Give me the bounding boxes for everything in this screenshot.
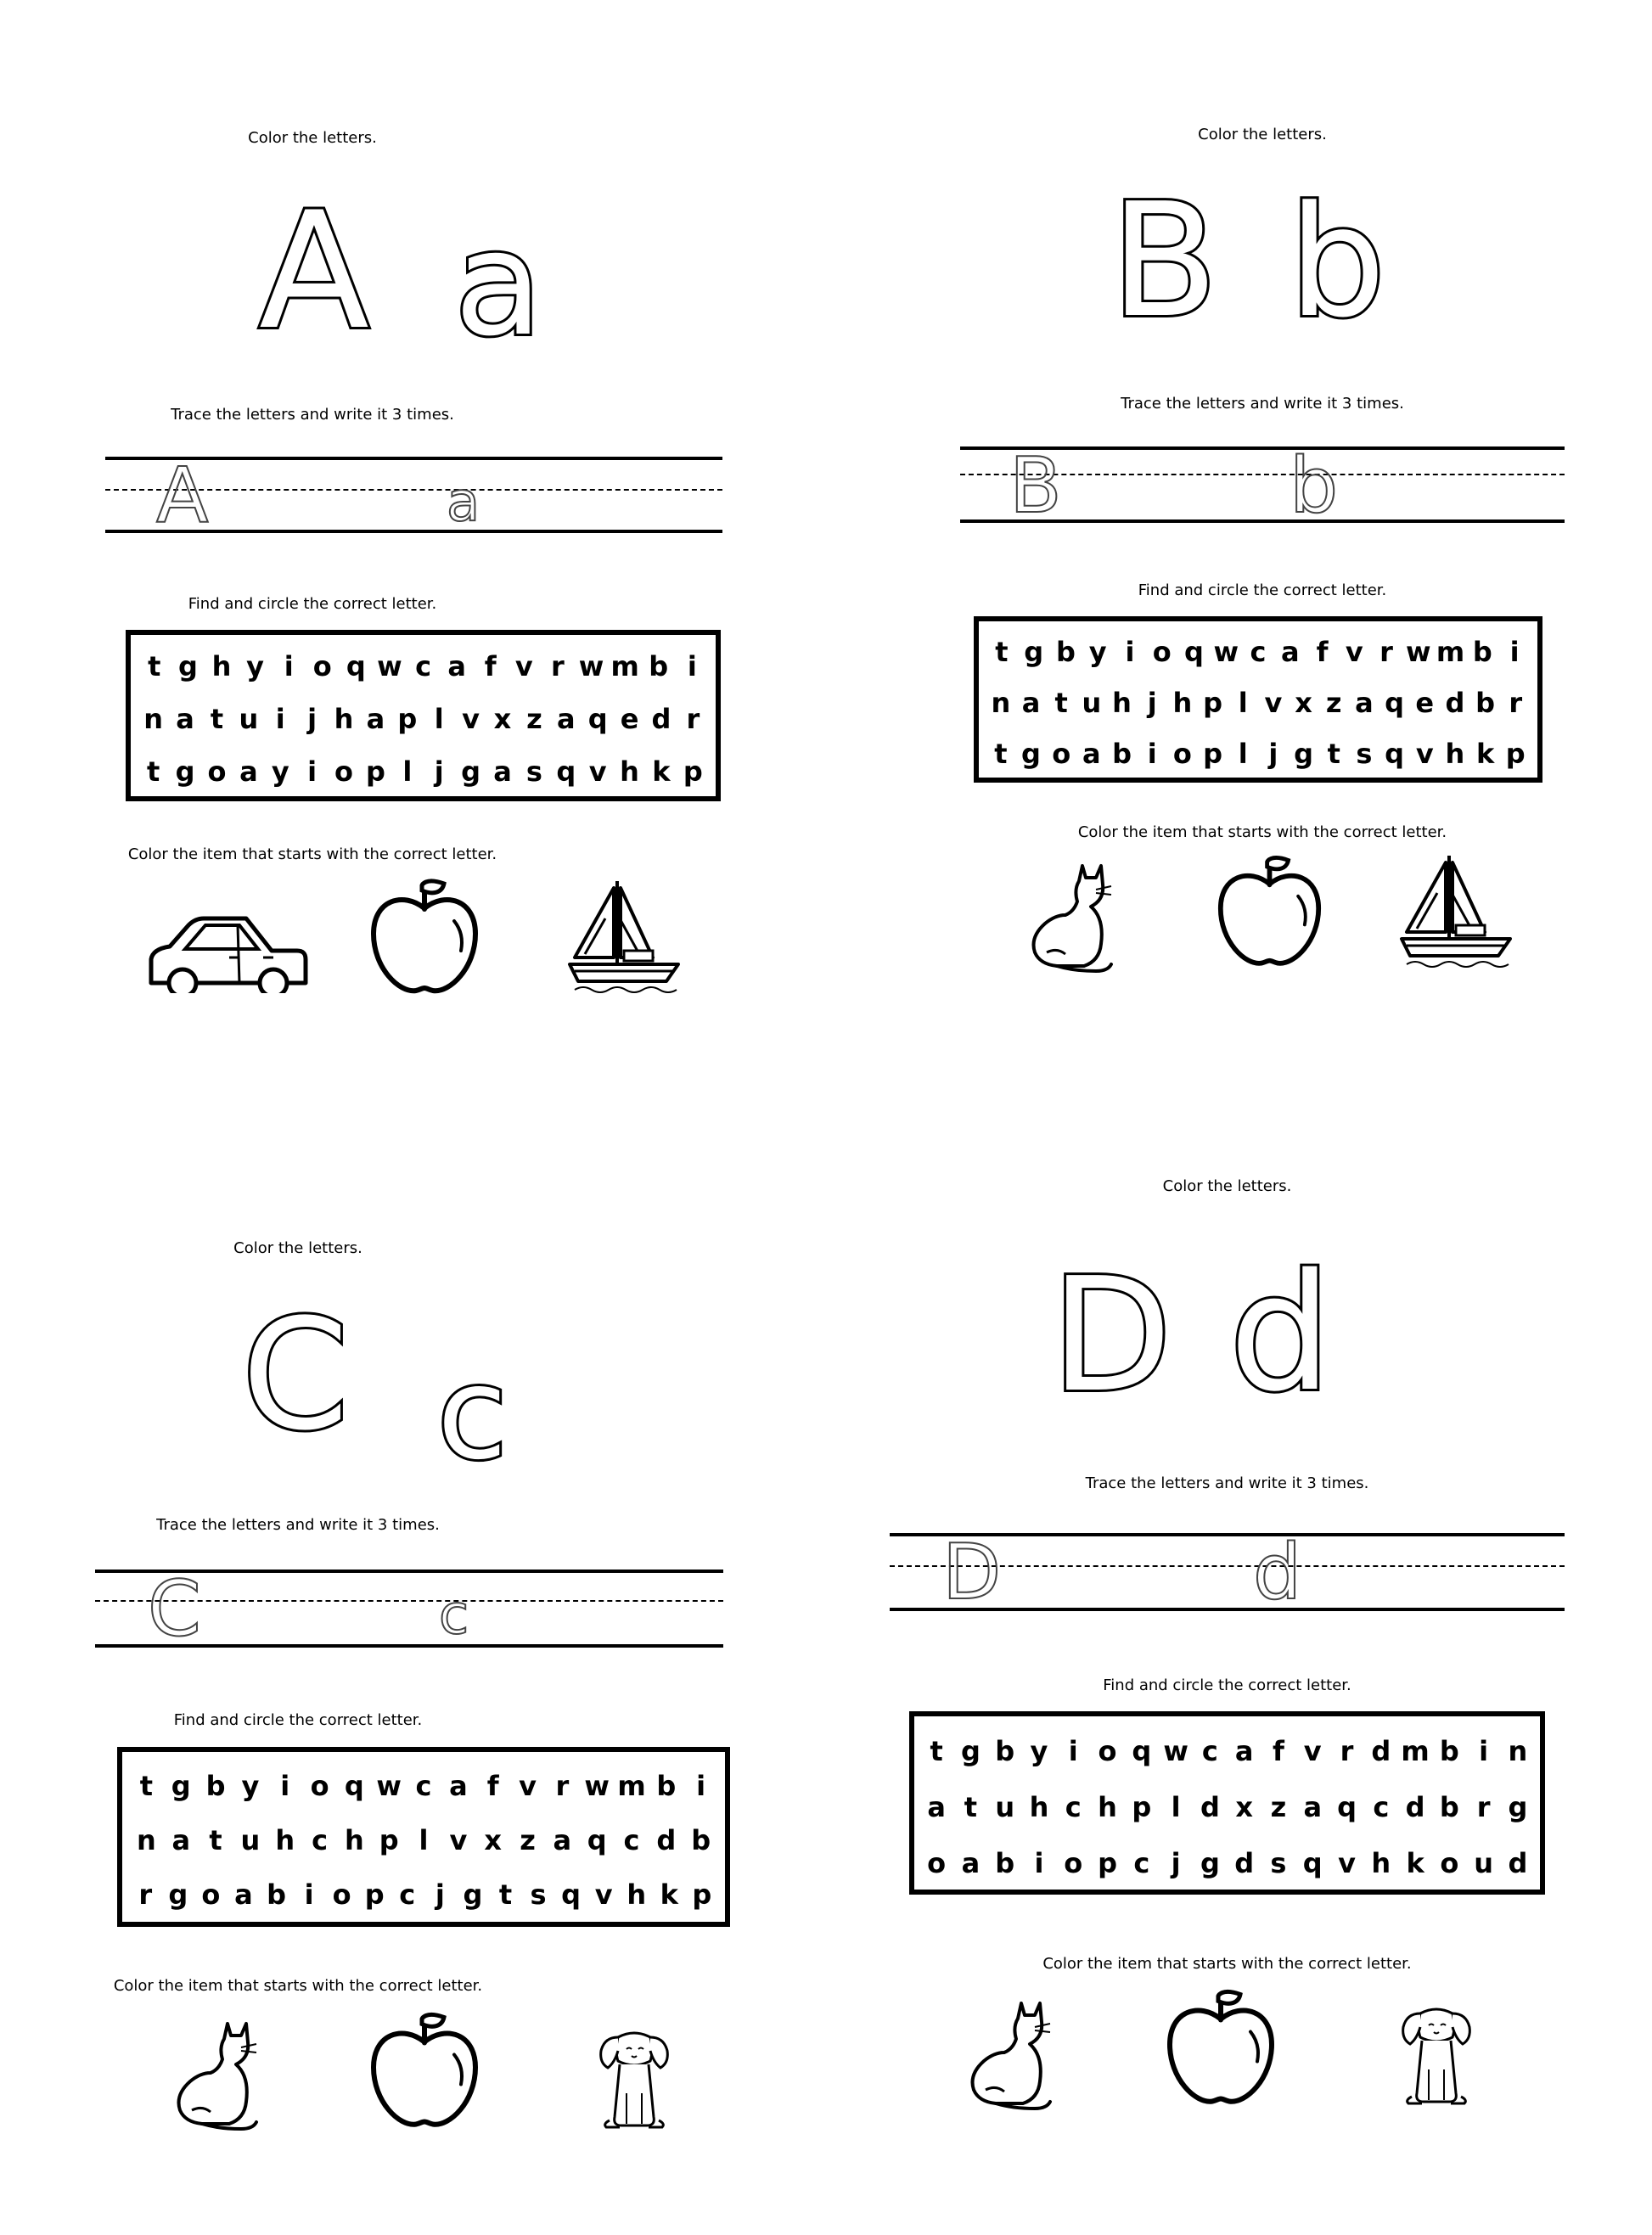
grid-letter[interactable]: i <box>1068 1735 1078 1767</box>
apple-icon[interactable] <box>369 2010 480 2133</box>
grid-letter[interactable]: z <box>1270 1791 1287 1823</box>
handwriting-lines[interactable] <box>105 452 722 541</box>
grid-letter[interactable]: p <box>683 755 703 788</box>
grid-letter[interactable]: h <box>620 755 639 788</box>
grid-letter[interactable]: c <box>1201 1735 1218 1767</box>
cat-icon[interactable] <box>962 1996 1055 2115</box>
grid-letter[interactable]: k <box>1475 738 1495 770</box>
grid-letter[interactable]: y <box>246 650 264 682</box>
grid-letter[interactable]: d <box>1405 1791 1425 1823</box>
grid-letter[interactable]: a <box>171 1824 191 1856</box>
grid-letter[interactable]: g <box>960 1735 981 1767</box>
grid-letter[interactable]: v <box>519 1770 537 1802</box>
grid-letter[interactable]: p <box>365 755 385 788</box>
grid-letter[interactable]: l <box>402 755 413 788</box>
grid-letter[interactable]: h <box>1172 687 1193 719</box>
handwriting-lines[interactable] <box>960 441 1565 531</box>
outline-uppercase-letter[interactable]: C <box>242 1287 349 1464</box>
grid-letter[interactable]: s <box>1356 738 1373 770</box>
grid-letter[interactable]: p <box>1132 1791 1152 1823</box>
grid-letter[interactable]: q <box>346 650 366 682</box>
grid-letter[interactable]: a <box>1021 687 1041 719</box>
instruction-item: Color the item that starts with the correct letter. <box>1077 823 1447 841</box>
trace-uppercase-letter[interactable]: A <box>156 452 209 541</box>
dog-icon[interactable] <box>1396 2002 1477 2108</box>
instruction-trace: Trace the letters and write it 3 times. <box>1121 395 1404 413</box>
grid-letter[interactable]: n <box>143 703 164 735</box>
grid-letter[interactable]: c <box>1133 1847 1150 1879</box>
grid-letter[interactable]: n <box>991 687 1011 719</box>
grid-letter[interactable]: k <box>652 755 671 788</box>
grid-letter[interactable]: r <box>1340 1735 1354 1767</box>
grid-letter[interactable]: l <box>434 703 444 735</box>
grid-letter[interactable]: a <box>449 1770 468 1802</box>
grid-row <box>919 1728 1535 1774</box>
grid-letter[interactable]: h <box>627 1878 647 1911</box>
grid-letter[interactable]: i <box>1147 738 1157 770</box>
worksheet-b <box>826 0 1652 1117</box>
grid-letter[interactable]: b <box>995 1735 1015 1767</box>
grid-letter[interactable]: c <box>1065 1791 1082 1823</box>
grid-letter[interactable]: v <box>514 650 533 682</box>
grid-letter[interactable]: y <box>1030 1735 1048 1767</box>
grid-letter[interactable]: q <box>587 703 608 735</box>
instruction-item: Color the item that starts with the correct letter. <box>127 845 497 863</box>
trace-uppercase-letter[interactable]: B <box>1009 441 1062 531</box>
grid-letter[interactable]: z <box>1325 687 1342 719</box>
grid-letter[interactable]: t <box>1327 738 1340 770</box>
outline-uppercase-letter[interactable]: A <box>259 177 369 365</box>
grid-letter[interactable]: z <box>520 1824 536 1856</box>
grid-letter[interactable]: g <box>1294 738 1313 770</box>
instruction-find: Find and circle the correct letter. <box>1103 1676 1351 1694</box>
grid-letter[interactable]: i <box>304 1878 314 1911</box>
grid-letter[interactable]: s <box>525 755 542 788</box>
grid-letter[interactable]: a <box>1303 1791 1323 1823</box>
grid-letter[interactable]: t <box>1054 687 1068 719</box>
sailboat-icon[interactable] <box>565 876 683 995</box>
grid-letter[interactable]: e <box>620 703 639 735</box>
grid-letter[interactable]: d <box>651 703 671 735</box>
grid-letter[interactable]: i <box>1479 1735 1489 1767</box>
grid-letter[interactable]: t <box>930 1735 943 1767</box>
grid-letter[interactable]: b <box>205 1770 226 1802</box>
grid-letter[interactable]: c <box>1373 1791 1390 1823</box>
worksheet-d <box>826 1117 1652 2235</box>
grid-letter[interactable]: u <box>1082 687 1102 719</box>
grid-letter[interactable]: q <box>561 1878 582 1911</box>
grid-letter[interactable]: v <box>1303 1735 1322 1767</box>
grid-letter[interactable]: r <box>138 1878 153 1911</box>
grid-letter[interactable]: c <box>1250 636 1267 668</box>
instruction-color: Color the letters. <box>233 1239 362 1257</box>
letter-search-grid <box>909 1711 1545 1895</box>
apple-icon[interactable] <box>1166 1987 1276 2110</box>
grid-letter[interactable]: q <box>1302 1847 1323 1879</box>
grid-letter[interactable]: x <box>493 703 512 735</box>
grid-letter[interactable]: j <box>1147 687 1157 719</box>
grid-letter[interactable]: q <box>1337 1791 1357 1823</box>
grid-letter[interactable]: q <box>1184 636 1204 668</box>
grid-letter[interactable]: a <box>176 703 194 735</box>
grid-letter[interactable]: k <box>660 1878 678 1911</box>
grid-letter[interactable]: j <box>434 755 444 788</box>
grid-letter[interactable]: f <box>484 650 497 682</box>
grid-letter[interactable]: q <box>1385 738 1405 770</box>
grid-letter[interactable]: o <box>207 755 227 788</box>
grid-letter[interactable]: q <box>587 1824 607 1856</box>
trace-lowercase-letter[interactable]: b <box>1290 441 1339 531</box>
grid-letter[interactable]: f <box>1316 636 1329 668</box>
grid-letter[interactable]: p <box>397 703 418 735</box>
letter-search-grid <box>974 616 1542 783</box>
grid-letter[interactable]: x <box>1235 1791 1253 1823</box>
grid-row <box>986 632 1531 672</box>
grid-letter[interactable]: m <box>610 650 639 682</box>
grid-letter[interactable]: c <box>415 1770 432 1802</box>
grid-letter[interactable]: j <box>1171 1847 1181 1879</box>
grid-row <box>919 1840 1535 1886</box>
grid-letter[interactable]: c <box>312 1824 329 1856</box>
grid-letter[interactable]: t <box>210 703 224 735</box>
cat-icon[interactable] <box>1023 859 1116 978</box>
grid-letter[interactable]: a <box>961 1847 981 1879</box>
grid-letter[interactable]: j <box>307 703 317 735</box>
cat-icon[interactable] <box>168 2017 261 2136</box>
grid-letter[interactable]: w <box>584 1770 610 1802</box>
outline-lowercase-letter[interactable]: c <box>437 1340 508 1488</box>
grid-letter[interactable]: a <box>1355 687 1374 719</box>
grid-letter[interactable]: a <box>1082 738 1101 770</box>
grid-letter[interactable]: t <box>147 755 160 788</box>
grid-letter[interactable]: r <box>551 650 565 682</box>
grid-letter[interactable]: v <box>594 1878 613 1911</box>
outline-uppercase-letter[interactable]: B <box>1110 169 1218 352</box>
grid-letter[interactable]: b <box>1475 687 1496 719</box>
trace-lowercase-letter[interactable]: c <box>439 1584 469 1647</box>
handwriting-lines[interactable] <box>95 1564 723 1654</box>
grid-letter[interactable]: v <box>588 755 607 788</box>
grid-letter[interactable]: t <box>964 1791 978 1823</box>
grid-letter[interactable]: v <box>1264 687 1283 719</box>
grid-letter[interactable]: g <box>177 650 198 682</box>
outline-uppercase-letter[interactable]: D <box>1051 1244 1172 1427</box>
grid-letter[interactable]: r <box>555 1770 570 1802</box>
grid-letter[interactable]: f <box>486 1770 499 1802</box>
letter-search-grid <box>126 630 721 801</box>
grid-letter[interactable]: a <box>927 1791 946 1823</box>
letter-search-grid <box>117 1747 730 1927</box>
grid-letter[interactable]: b <box>995 1847 1015 1879</box>
grid-row <box>138 645 709 688</box>
grid-letter[interactable]: w <box>376 1770 402 1802</box>
grid-letter[interactable]: h <box>1112 687 1132 719</box>
grid-row <box>129 1818 718 1862</box>
grid-letter[interactable]: t <box>498 1878 513 1911</box>
instruction-find: Find and circle the correct letter. <box>188 595 437 613</box>
trace-lowercase-letter[interactable]: a <box>447 471 480 534</box>
grid-letter[interactable]: t <box>209 1824 222 1856</box>
grid-row <box>138 750 709 793</box>
grid-letter[interactable]: h <box>1098 1791 1117 1823</box>
grid-letter[interactable]: i <box>284 650 294 682</box>
instruction-find: Find and circle the correct letter. <box>173 1711 423 1729</box>
grid-letter[interactable]: i <box>696 1770 706 1802</box>
grid-letter[interactable]: b <box>1055 636 1076 668</box>
grid-letter[interactable]: b <box>649 650 669 682</box>
grid-letter[interactable]: b <box>267 1878 286 1911</box>
instruction-find: Find and circle the correct letter. <box>1138 581 1387 599</box>
grid-letter[interactable]: d <box>1508 1847 1528 1879</box>
grid-letter[interactable]: d <box>656 1824 677 1856</box>
grid-letter[interactable]: r <box>1476 1791 1491 1823</box>
grid-letter[interactable]: g <box>463 1878 483 1911</box>
grid-letter[interactable]: p <box>364 1878 385 1911</box>
grid-letter[interactable]: q <box>1385 687 1405 719</box>
trace-uppercase-letter[interactable]: D <box>942 1528 1002 1617</box>
grid-letter[interactable]: o <box>201 1878 221 1911</box>
grid-letter[interactable]: p <box>692 1878 712 1911</box>
apple-icon[interactable] <box>369 879 480 997</box>
grid-letter[interactable]: b <box>656 1770 677 1802</box>
grid-letter[interactable]: a <box>447 650 466 682</box>
outline-lowercase-letter[interactable]: b <box>1289 174 1386 351</box>
grid-letter[interactable]: t <box>994 738 1008 770</box>
grid-letter[interactable]: o <box>927 1847 947 1879</box>
grid-letter[interactable]: b <box>691 1824 711 1856</box>
grid-letter[interactable]: d <box>1234 1847 1255 1879</box>
grid-letter[interactable]: y <box>241 1770 260 1802</box>
grid-letter[interactable]: w <box>1213 636 1239 668</box>
grid-letter[interactable]: f <box>1272 1735 1284 1767</box>
grid-letter[interactable]: o <box>310 1770 329 1802</box>
grid-letter[interactable]: d <box>1371 1735 1391 1767</box>
grid-letter[interactable]: p <box>379 1824 399 1856</box>
grid-letter[interactable]: g <box>1508 1791 1528 1823</box>
grid-letter[interactable]: z <box>526 703 542 735</box>
grid-letter[interactable]: x <box>484 1824 503 1856</box>
grid-letter[interactable]: l <box>1171 1791 1181 1823</box>
grid-letter[interactable]: v <box>1415 738 1434 770</box>
grid-letter[interactable]: i <box>1509 636 1520 668</box>
grid-letter[interactable]: p <box>1098 1847 1117 1879</box>
instruction-item: Color the item that starts with the correct letter. <box>1042 1955 1412 1973</box>
grid-letter[interactable]: h <box>334 703 354 735</box>
grid-letter[interactable]: m <box>617 1770 646 1802</box>
instruction-color: Color the letters. <box>1162 1177 1292 1195</box>
grid-letter[interactable]: t <box>139 1770 154 1802</box>
grid-letter[interactable]: b <box>1439 1735 1459 1767</box>
instruction-item: Color the item that starts with the correct letter. <box>113 1977 483 1995</box>
grid-letter[interactable]: i <box>1034 1847 1044 1879</box>
grid-letter[interactable]: h <box>1029 1791 1049 1823</box>
outline-lowercase-letter[interactable]: a <box>454 200 543 368</box>
grid-letter[interactable]: i <box>275 703 285 735</box>
grid-letter[interactable]: b <box>1112 738 1132 770</box>
grid-letter[interactable]: o <box>332 1878 351 1911</box>
instruction-trace: Trace the letters and write it 3 times. <box>1085 1474 1369 1492</box>
grid-letter[interactable]: k <box>1406 1847 1424 1879</box>
grid-row <box>986 733 1531 774</box>
grid-letter[interactable]: p <box>1203 687 1222 719</box>
grid-letter[interactable]: a <box>553 1824 572 1856</box>
grid-letter[interactable]: u <box>239 703 259 735</box>
grid-letter[interactable]: u <box>995 1791 1015 1823</box>
grid-letter[interactable]: m <box>1401 1735 1430 1767</box>
grid-letter[interactable]: y <box>1088 636 1107 668</box>
grid-letter[interactable]: u <box>1474 1847 1494 1879</box>
grid-letter[interactable]: h <box>275 1824 295 1856</box>
grid-letter[interactable]: s <box>1270 1847 1287 1879</box>
grid-letter[interactable]: o <box>1152 636 1172 668</box>
grid-letter[interactable]: r <box>1509 687 1523 719</box>
grid-letter[interactable]: q <box>556 755 576 788</box>
grid-letter[interactable]: v <box>449 1824 468 1856</box>
apple-icon[interactable] <box>1217 853 1323 972</box>
grid-letter[interactable]: s <box>530 1878 547 1911</box>
grid-letter[interactable]: r <box>686 703 700 735</box>
instruction-trace: Trace the letters and write it 3 times. <box>156 1516 440 1534</box>
instruction-color: Color the letters. <box>248 129 377 147</box>
grid-letter[interactable]: o <box>312 650 332 682</box>
grid-letter[interactable]: m <box>1436 636 1465 668</box>
grid-letter[interactable]: a <box>1280 636 1300 668</box>
grid-letter[interactable]: w <box>1406 636 1431 668</box>
dog-icon[interactable] <box>594 2025 675 2131</box>
grid-row <box>919 1784 1535 1830</box>
grid-letter[interactable]: o <box>1098 1735 1117 1767</box>
grid-letter[interactable]: o <box>1440 1847 1459 1879</box>
grid-letter[interactable]: g <box>1021 738 1041 770</box>
grid-letter[interactable]: b <box>1439 1791 1459 1823</box>
grid-letter[interactable]: q <box>344 1770 364 1802</box>
grid-letter[interactable]: o <box>1172 738 1192 770</box>
grid-letter[interactable]: u <box>240 1824 261 1856</box>
grid-letter[interactable]: x <box>1295 687 1312 719</box>
grid-row <box>129 1764 718 1808</box>
grid-letter[interactable]: w <box>1163 1735 1188 1767</box>
grid-letter[interactable]: c <box>399 1878 416 1911</box>
grid-letter[interactable]: a <box>366 703 385 735</box>
grid-letter[interactable]: n <box>137 1824 156 1856</box>
instruction-color: Color the letters. <box>1198 126 1327 143</box>
grid-letter[interactable]: n <box>1508 1735 1528 1767</box>
grid-letter[interactable]: t <box>148 650 161 682</box>
grid-letter[interactable]: d <box>1200 1791 1220 1823</box>
sailboat-icon[interactable] <box>1396 851 1515 969</box>
trace-uppercase-letter[interactable]: C <box>148 1564 201 1654</box>
grid-letter[interactable]: h <box>1371 1847 1391 1879</box>
grid-letter[interactable]: i <box>687 650 697 682</box>
grid-letter[interactable]: c <box>623 1824 640 1856</box>
grid-letter[interactable]: o <box>1064 1847 1083 1879</box>
grid-letter[interactable]: i <box>307 755 317 788</box>
grid-letter[interactable]: g <box>175 755 195 788</box>
grid-letter[interactable]: l <box>1238 738 1248 770</box>
grid-letter[interactable]: b <box>1472 636 1492 668</box>
worksheet-c <box>0 1117 826 2235</box>
grid-letter[interactable]: g <box>1024 636 1044 668</box>
handwriting-lines[interactable] <box>890 1528 1565 1617</box>
grid-letter[interactable]: p <box>1203 738 1222 770</box>
grid-letter[interactable]: j <box>435 1878 445 1911</box>
grid-letter[interactable]: g <box>171 1770 191 1802</box>
grid-letter[interactable]: h <box>211 650 232 682</box>
grid-letter[interactable]: e <box>1415 687 1435 719</box>
grid-letter[interactable]: h <box>344 1824 364 1856</box>
grid-letter[interactable]: v <box>462 703 480 735</box>
grid-letter[interactable]: r <box>1379 636 1393 668</box>
grid-letter[interactable]: o <box>1052 738 1071 770</box>
grid-letter[interactable]: w <box>377 650 402 682</box>
car-icon[interactable] <box>144 908 314 993</box>
grid-letter[interactable]: l <box>419 1824 429 1856</box>
grid-letter[interactable]: p <box>1505 738 1526 770</box>
grid-letter[interactable]: i <box>280 1770 290 1802</box>
grid-letter[interactable]: g <box>1200 1847 1220 1879</box>
grid-row <box>986 682 1531 723</box>
grid-letter[interactable]: g <box>461 755 481 788</box>
worksheet-a <box>0 0 826 1117</box>
grid-letter[interactable]: o <box>334 755 354 788</box>
grid-letter[interactable]: l <box>1238 687 1248 719</box>
grid-letter[interactable]: w <box>578 650 604 682</box>
grid-letter[interactable]: a <box>493 755 512 788</box>
instruction-trace: Trace the letters and write it 3 times. <box>171 406 454 424</box>
grid-letter[interactable]: y <box>271 755 289 788</box>
grid-row <box>138 698 709 740</box>
grid-letter[interactable]: a <box>1234 1735 1254 1767</box>
grid-letter[interactable]: c <box>415 650 432 682</box>
grid-letter[interactable]: g <box>168 1878 188 1911</box>
grid-row <box>129 1873 718 1917</box>
grid-letter[interactable]: j <box>1268 738 1278 770</box>
grid-letter[interactable]: d <box>1445 687 1465 719</box>
grid-letter[interactable]: i <box>1125 636 1135 668</box>
grid-letter[interactable]: v <box>1345 636 1363 668</box>
grid-letter[interactable]: a <box>239 755 258 788</box>
outline-lowercase-letter[interactable]: d <box>1229 1239 1332 1427</box>
grid-letter[interactable]: t <box>995 636 1009 668</box>
grid-letter[interactable]: a <box>556 703 576 735</box>
grid-letter[interactable]: v <box>1338 1847 1356 1879</box>
trace-lowercase-letter[interactable]: d <box>1253 1528 1302 1617</box>
grid-letter[interactable]: q <box>1132 1735 1152 1767</box>
grid-letter[interactable]: h <box>1445 738 1465 770</box>
grid-letter[interactable]: a <box>234 1878 253 1911</box>
